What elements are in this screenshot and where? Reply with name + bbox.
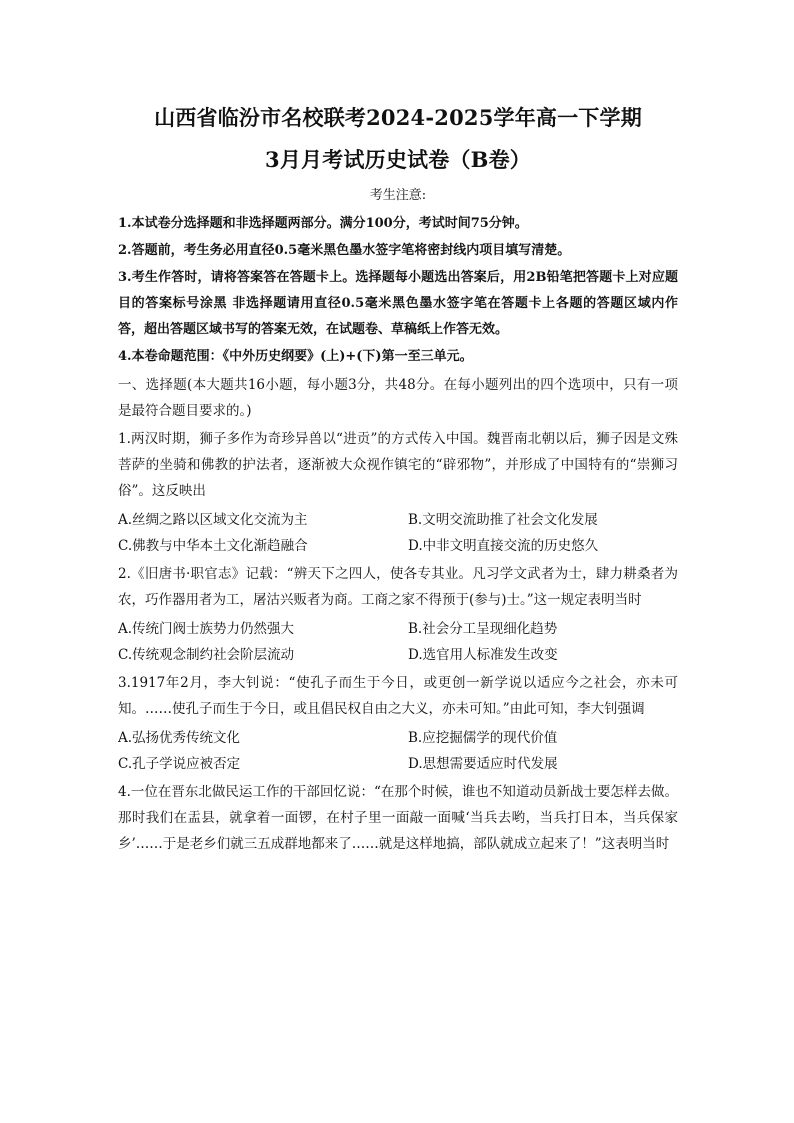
question-options — [118, 725, 678, 777]
question-options — [118, 507, 678, 559]
option-a: A.弘扬优秀传统文化 — [118, 730, 241, 746]
option-c: C.孔子学说应被否定 — [118, 756, 241, 772]
option-b: B.文明交流助推了社会文化发展 — [408, 512, 598, 528]
section-intro: 一、选择题(本大题共16小题，每小题3分，共48分。在每小题列出的四个选项中，只有一项是最符合题目要求的。) — [118, 377, 678, 419]
question-stem: 4.一位在晋东北做民运工作的干部回忆说：“在那个时候，谁也不知道动员新战士要怎样去做。那时我们在盂县，就拿着一面锣，在村子里一面敲一面喊‘当兵去哟，当兵打日本，当兵保家乡’……于是老乡们就三五成群地都来了……就是这样地搞，部队就成立起来了！”这表明当时 — [118, 784, 678, 852]
option-b: B.社会分工呈现细化趋势 — [408, 621, 558, 637]
question-3 — [118, 670, 678, 777]
option-b: B.应挖掘儒学的现代价值 — [408, 730, 558, 746]
exam-title-line2: 3月月考试历史试卷（B卷） — [265, 147, 531, 172]
exam-page — [118, 98, 678, 857]
notice-heading: 考生注意: — [369, 188, 427, 203]
question-stem: 3.1917年2月，李大钊说：“使孔子而生于今日，或更创一新学说以适应今之社会，亦未可知。……使孔子而生于今日，或且倡民权自由之大义，亦未可知。”由此可知，李大钊强调 — [118, 675, 678, 717]
question-1 — [118, 426, 678, 559]
notice-item-1: 1.本试卷分选择题和非选择题两部分。满分100分，考试时间75分钟。 — [118, 216, 528, 231]
option-a: A.丝绸之路以区域文化交流为主 — [118, 512, 308, 528]
option-d: D.选官用人标准发生改变 — [408, 647, 558, 663]
notice-item-2: 2.答题前，考生务必用直径0.5毫米黑色墨水签字笔将密封线内项目填写清楚。 — [118, 243, 571, 258]
option-d: D.中非文明直接交流的历史悠久 — [408, 538, 599, 554]
option-a: A.传统门阀士族势力仍然强大 — [118, 621, 295, 637]
question-4 — [118, 779, 678, 857]
question-options — [118, 616, 678, 668]
question-stem: 2.《旧唐书·职官志》记载：“辨天下之四人，使各专其业。凡习学文武者为士，肆力耕桑者为农，巧作器用者为工，屠沽兴贩者为商。工商之家不得预于(参与)士。”这一规定表明当时 — [118, 566, 678, 608]
option-c: C.传统观念制约社会阶层流动 — [118, 647, 295, 663]
question-2 — [118, 561, 678, 668]
notice-item-3: 3.考生作答时，请将答案答在答题卡上。选择题每小题选出答案后，用2B铅笔把答题卡上对应题目的答案标号涂黑 非选择题请用直径0.5毫米黑色墨水签字笔在答题卡上各题的答题区域内作答，超出答题区域书写的答案无效，在试题卷、草稿纸上作答无效。 — [118, 270, 678, 337]
option-d: D.思想需要适应时代发展 — [408, 756, 558, 772]
question-stem: 1.两汉时期，狮子多作为奇珍异兽以“进贡”的方式传入中国。魏晋南北朝以后，狮子因是文殊菩萨的坐骑和佛教的护法者，逐渐被大众视作镇宅的“辟邪物”，并形成了中国特有的“崇狮习俗”。这反映出 — [118, 431, 678, 499]
exam-title-line1: 山西省临汾市名校联考2024-2025学年高一下学期 — [154, 105, 642, 130]
option-c: C.佛教与中华本土文化渐趋融合 — [118, 538, 308, 554]
notice-item-4: 4.本卷命题范围：《中外历史纲要》(上)+(下)第一至三单元。 — [118, 349, 473, 364]
